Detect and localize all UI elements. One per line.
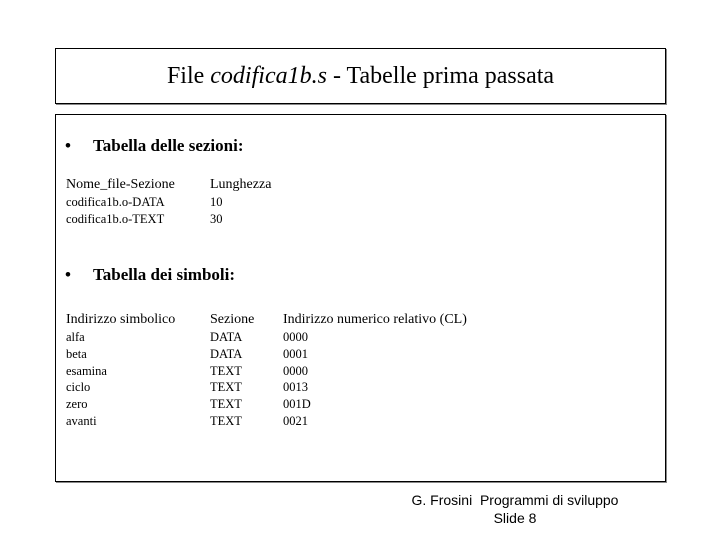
bullet: •	[65, 265, 71, 284]
table-cell: beta	[66, 346, 87, 361]
table-cell: TEXT	[210, 397, 242, 412]
table-cell: TEXT	[210, 413, 242, 428]
table-cell: 0000	[283, 363, 308, 378]
table-cell: ciclo	[66, 380, 91, 395]
table-cell: TEXT	[210, 363, 242, 378]
col-header: Indirizzo numerico relativo (CL)	[283, 312, 467, 327]
table-cell: 0000	[283, 330, 308, 344]
footer-author: G. Frosini Programmi di sviluppo	[411, 492, 619, 508]
slide-number: Slide 8	[493, 510, 537, 526]
symbol-sections	[210, 329, 242, 430]
table-cell: TEXT	[210, 380, 242, 395]
table-cell: 30	[210, 212, 223, 226]
col-header: Sezione	[210, 312, 255, 327]
footer	[380, 491, 650, 527]
table-cell: DATA	[210, 330, 243, 344]
symbols-heading: Tabella dei simboli:	[93, 265, 236, 284]
table-cell: 0013	[283, 380, 308, 395]
slide-title	[55, 48, 666, 104]
col-header: Nome_file-Sezione	[66, 177, 175, 192]
col-header: Indirizzo simbolico	[66, 312, 176, 327]
table-cell: 10	[210, 195, 223, 209]
table-cell: codifica1b.o-TEXT	[66, 212, 165, 226]
table-cell: DATA	[210, 346, 243, 361]
title-prefix: File	[166, 62, 211, 89]
table-cell: avanti	[66, 413, 97, 428]
symbol-names	[66, 329, 107, 430]
title-filename: codifica1b.s	[210, 62, 327, 89]
table-cell: 0021	[283, 413, 308, 428]
sections-heading: Tabella delle sezioni:	[93, 136, 244, 155]
bullet: •	[65, 136, 71, 155]
table-cell: 001D	[283, 397, 311, 412]
symbol-addresses	[283, 329, 311, 430]
table-cell: 0001	[283, 346, 308, 361]
col-header: Lunghezza	[210, 177, 272, 192]
table-cell: codifica1b.o-DATA	[66, 195, 165, 209]
content-box	[55, 114, 666, 482]
title-suffix: - Tabelle prima passata	[326, 62, 555, 89]
table-cell: alfa	[66, 330, 85, 344]
table-cell: zero	[66, 397, 88, 412]
table-cell: esamina	[66, 363, 107, 378]
